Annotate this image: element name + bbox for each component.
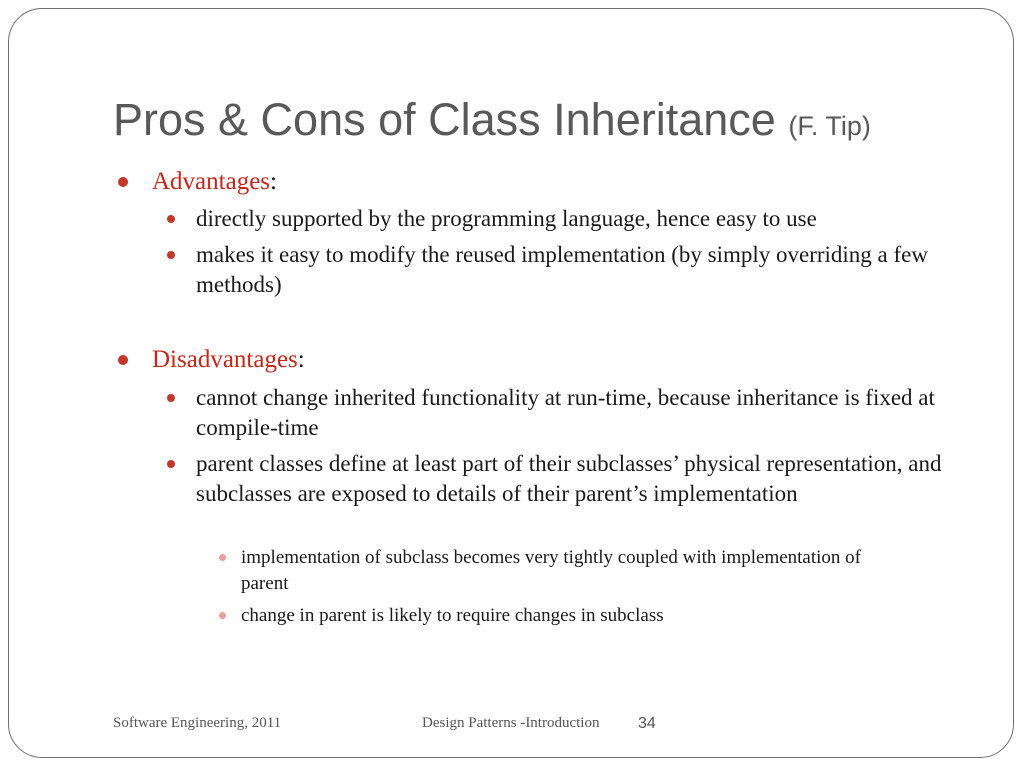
advantage-text: directly supported by the programming language, hence easy to use: [196, 206, 817, 231]
subitem-text: change in parent is likely to require changes in subclass: [241, 605, 664, 626]
advantages-heading: Advantages: [152, 168, 271, 195]
disadvantage-item: [196, 383, 986, 443]
advantage-item: [196, 240, 986, 300]
disadvantage-subitem: [241, 603, 891, 629]
disadvantage-text: parent classes define at least part of their subclasses’ physical representation, and subclasses are exposed to details of their parent’s implementation: [196, 451, 942, 506]
disadvantage-text: cannot change inherited functionality at run-time, because inheritance is fixed at compile-time: [196, 385, 935, 440]
bullet-dot-icon: [167, 460, 175, 468]
bullet-dot-icon: [167, 215, 175, 223]
bullet-dot-icon: [118, 355, 128, 365]
bullet-disadvantages: [152, 345, 305, 375]
bullet-advantages: [152, 167, 277, 197]
footer-course: Software Engineering, 2011: [113, 715, 282, 731]
advantage-text: makes it easy to modify the reused implementation (by simply overriding a few methods): [196, 242, 928, 297]
bullet-dot-icon: [118, 177, 128, 187]
advantages-colon: :: [270, 168, 277, 195]
disadvantage-item: [196, 449, 986, 509]
title-text: Pros & Cons of Class Inheritance: [113, 94, 776, 145]
advantage-item: [196, 204, 986, 234]
bullet-dot-icon: [167, 394, 175, 402]
bullet-dot-icon: [219, 554, 226, 561]
title-note: (F. Tip): [788, 111, 871, 141]
bullet-dot-icon: [167, 251, 175, 259]
subitem-text: implementation of subclass becomes very tightly coupled with implementation of parent: [241, 547, 862, 594]
disadvantage-subitem: [241, 545, 891, 597]
bullet-dot-icon: [219, 612, 226, 619]
disadvantages-heading: Disadvantages: [152, 346, 298, 373]
footer-topic: Design Patterns -Introduction: [422, 715, 600, 731]
disadvantages-colon: :: [297, 346, 305, 373]
page-number: 34: [638, 715, 656, 732]
